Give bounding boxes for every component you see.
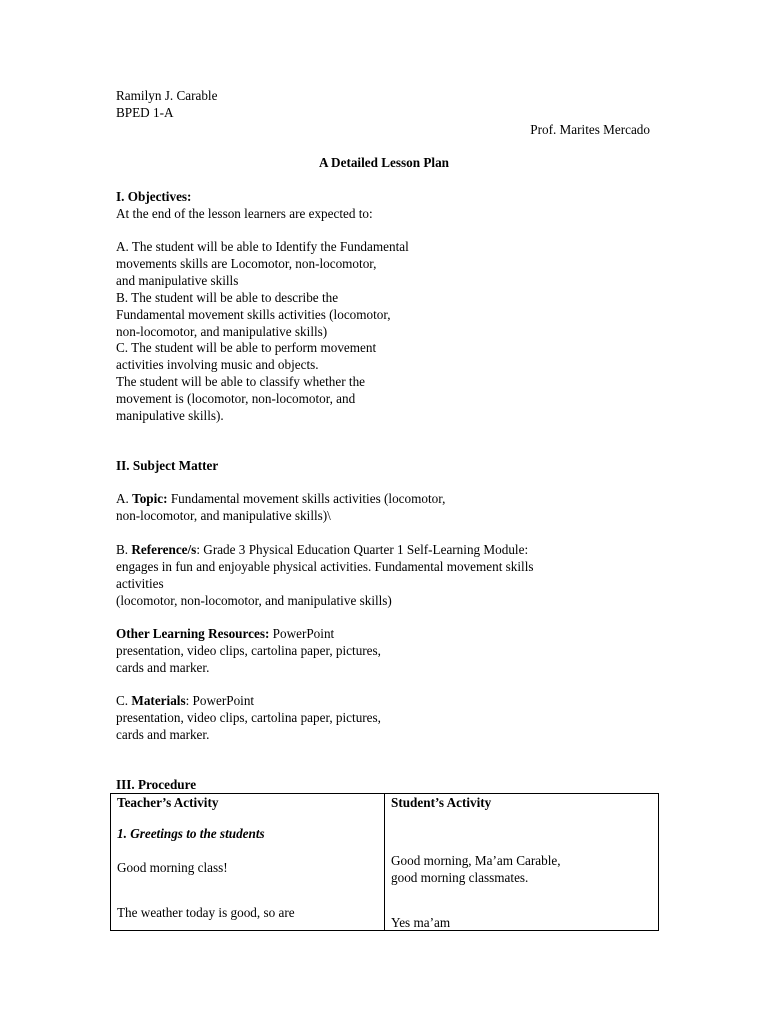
topic-text: Fundamental movement skills activities (locomotor, non-locomotor, and manipulative skills)\ (116, 491, 446, 523)
other-resources-text: PowerPoint presentation, video clips, cartolina paper, pictures, cards and marker. (116, 626, 381, 675)
student-name: Ramilyn J. Carable (116, 88, 218, 103)
reference-prefix: B. (116, 542, 132, 557)
materials-prefix: C. (116, 693, 132, 708)
objective-item-b: B. The student will be able to describe the Fundamental movement skills activities (locomotor, non-locomotor, and manipulative skills) (116, 290, 391, 339)
section-label: BPED 1-A (116, 105, 174, 120)
student-line-2: Yes ma’am (391, 915, 451, 930)
professor-name: Prof. Marites Mercado (530, 122, 650, 137)
student-line-1: Good morning, Ma’am Carable, good morning classmates. (391, 853, 561, 885)
topic-prefix: A. (116, 491, 133, 506)
objective-item-c: C. The student will be able to perform movement activities involving music and objects. (116, 340, 377, 372)
student-activity-header: Student’s Activity (391, 795, 492, 810)
greeting-heading: 1. Greetings to the students (117, 826, 265, 841)
materials-paragraph (116, 692, 381, 743)
procedure-heading: III. Procedure (116, 777, 197, 792)
reference-paragraph (116, 541, 534, 609)
subject-matter-heading: II. Subject Matter (116, 458, 219, 473)
procedure-table (110, 793, 659, 931)
reference-label: Reference/s (131, 542, 197, 557)
materials-label: Materials (131, 693, 186, 708)
other-resources-paragraph (116, 625, 381, 676)
objectives-heading: I. Objectives: (116, 189, 192, 204)
document-title: A Detailed Lesson Plan (318, 155, 450, 170)
teacher-line-1: Good morning class! (117, 860, 228, 875)
other-resources-label: Other Learning Resources: (116, 626, 270, 641)
teacher-line-2: The weather today is good, so are (117, 905, 295, 920)
materials-text: : PowerPoint presentation, video clips, cartolina paper, pictures, cards and marker. (116, 693, 381, 742)
objectives-intro: At the end of the lesson learners are expected to: (116, 206, 373, 221)
objective-item-a: A. The student will be able to Identify the Fundamental movements skills are Locomotor, non-locomotor, and manipulative skills (116, 239, 409, 288)
topic-label: Topic: (132, 491, 168, 506)
teacher-activity-header: Teacher’s Activity (117, 795, 219, 810)
reference-text: : Grade 3 Physical Education Quarter 1 Self-Learning Module: engages in fun and enjoyable physical activities. Fundamental movement skills activities (locomotor, non-locomotor, and manipulative skills) (116, 542, 534, 608)
table-column-divider (384, 794, 385, 930)
objective-item-d: The student will be able to classify whether the movement is (locomotor, non-locomotor, and manipulative skills). (116, 374, 366, 423)
topic-paragraph (116, 490, 445, 524)
